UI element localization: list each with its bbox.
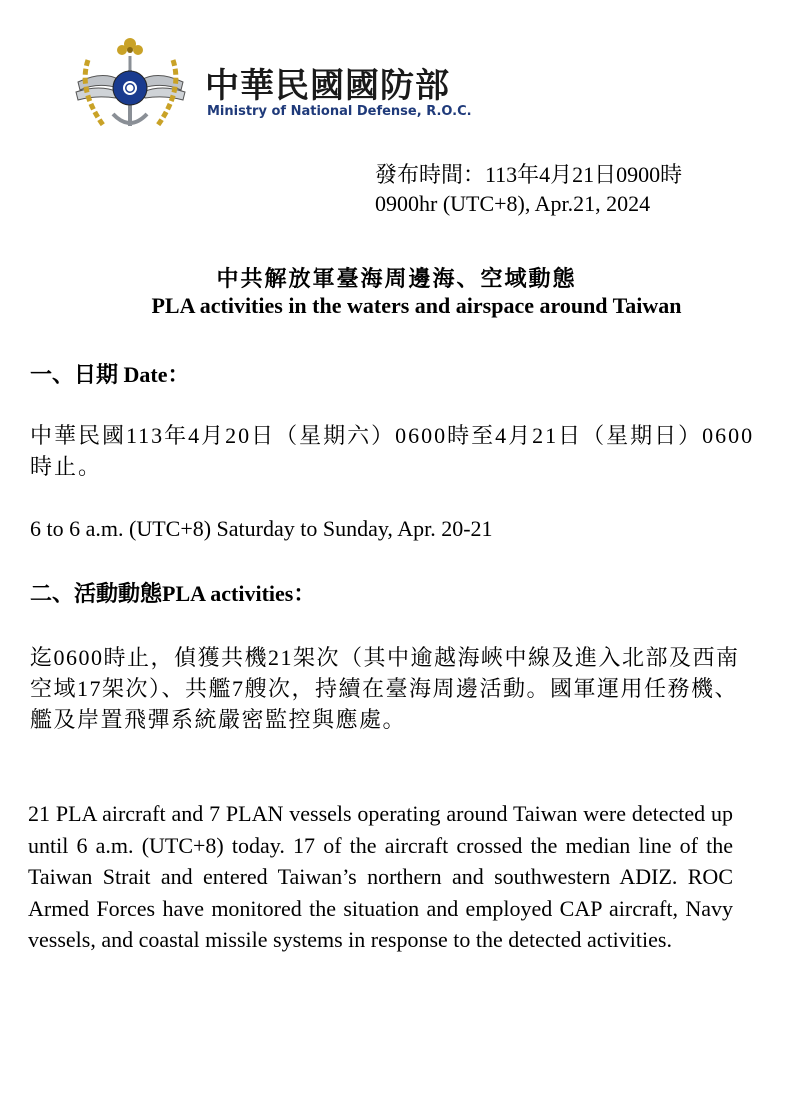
section-heading-date: 一、日期 Date： <box>30 362 190 387</box>
org-name-zh: 中華民國國防部 <box>205 66 450 106</box>
release-time-zh: 發布時間：113年4月21日0900時 <box>375 162 683 187</box>
document-title-zh: 中共解放軍臺海周邊海、空域動態 <box>216 266 577 291</box>
activity-text-zh: 迄0600時止，偵獲共機21架次（其中逾越海峽中線及進入北部及西南空域17架次）、共艦7艘次，持續在臺海周邊活動。國軍運用任務機、艦及岸置飛彈系統嚴密監控與應處。 <box>30 645 740 732</box>
org-name-en: Ministry of National Defense, R.O.C. <box>207 104 472 119</box>
section-heading-activities: 二、活動動態PLA activities： <box>30 581 316 606</box>
date-text-en: 6 to 6 a.m. (UTC+8) Saturday to Sunday, Apr. 20-21 <box>30 516 493 541</box>
mnd-emblem-logo <box>58 30 203 140</box>
release-time-en: 0900hr (UTC+8), Apr.21, 2024 <box>375 191 651 216</box>
emblem-icon <box>58 30 203 140</box>
activity-text-en: 21 PLA aircraft and 7 PLAN vessels operating around Taiwan were detected up until 6 a.m. (UTC+8) today. 17 of the aircraft crossed the median line of the Taiwan Strait and entered Taiwan’s northern and southwestern ADIZ. ROC Armed Forces have monitored the situation and employed CAP aircraft, Navy vessels, and coastal missile systems in response to the detected activities. <box>28 801 733 952</box>
date-text-zh: 中華民國113年4月20日（星期六）0600時至4月21日（星期日）0600時止。 <box>30 423 755 479</box>
document-title-en: PLA activities in the waters and airspace around Taiwan <box>151 293 682 318</box>
